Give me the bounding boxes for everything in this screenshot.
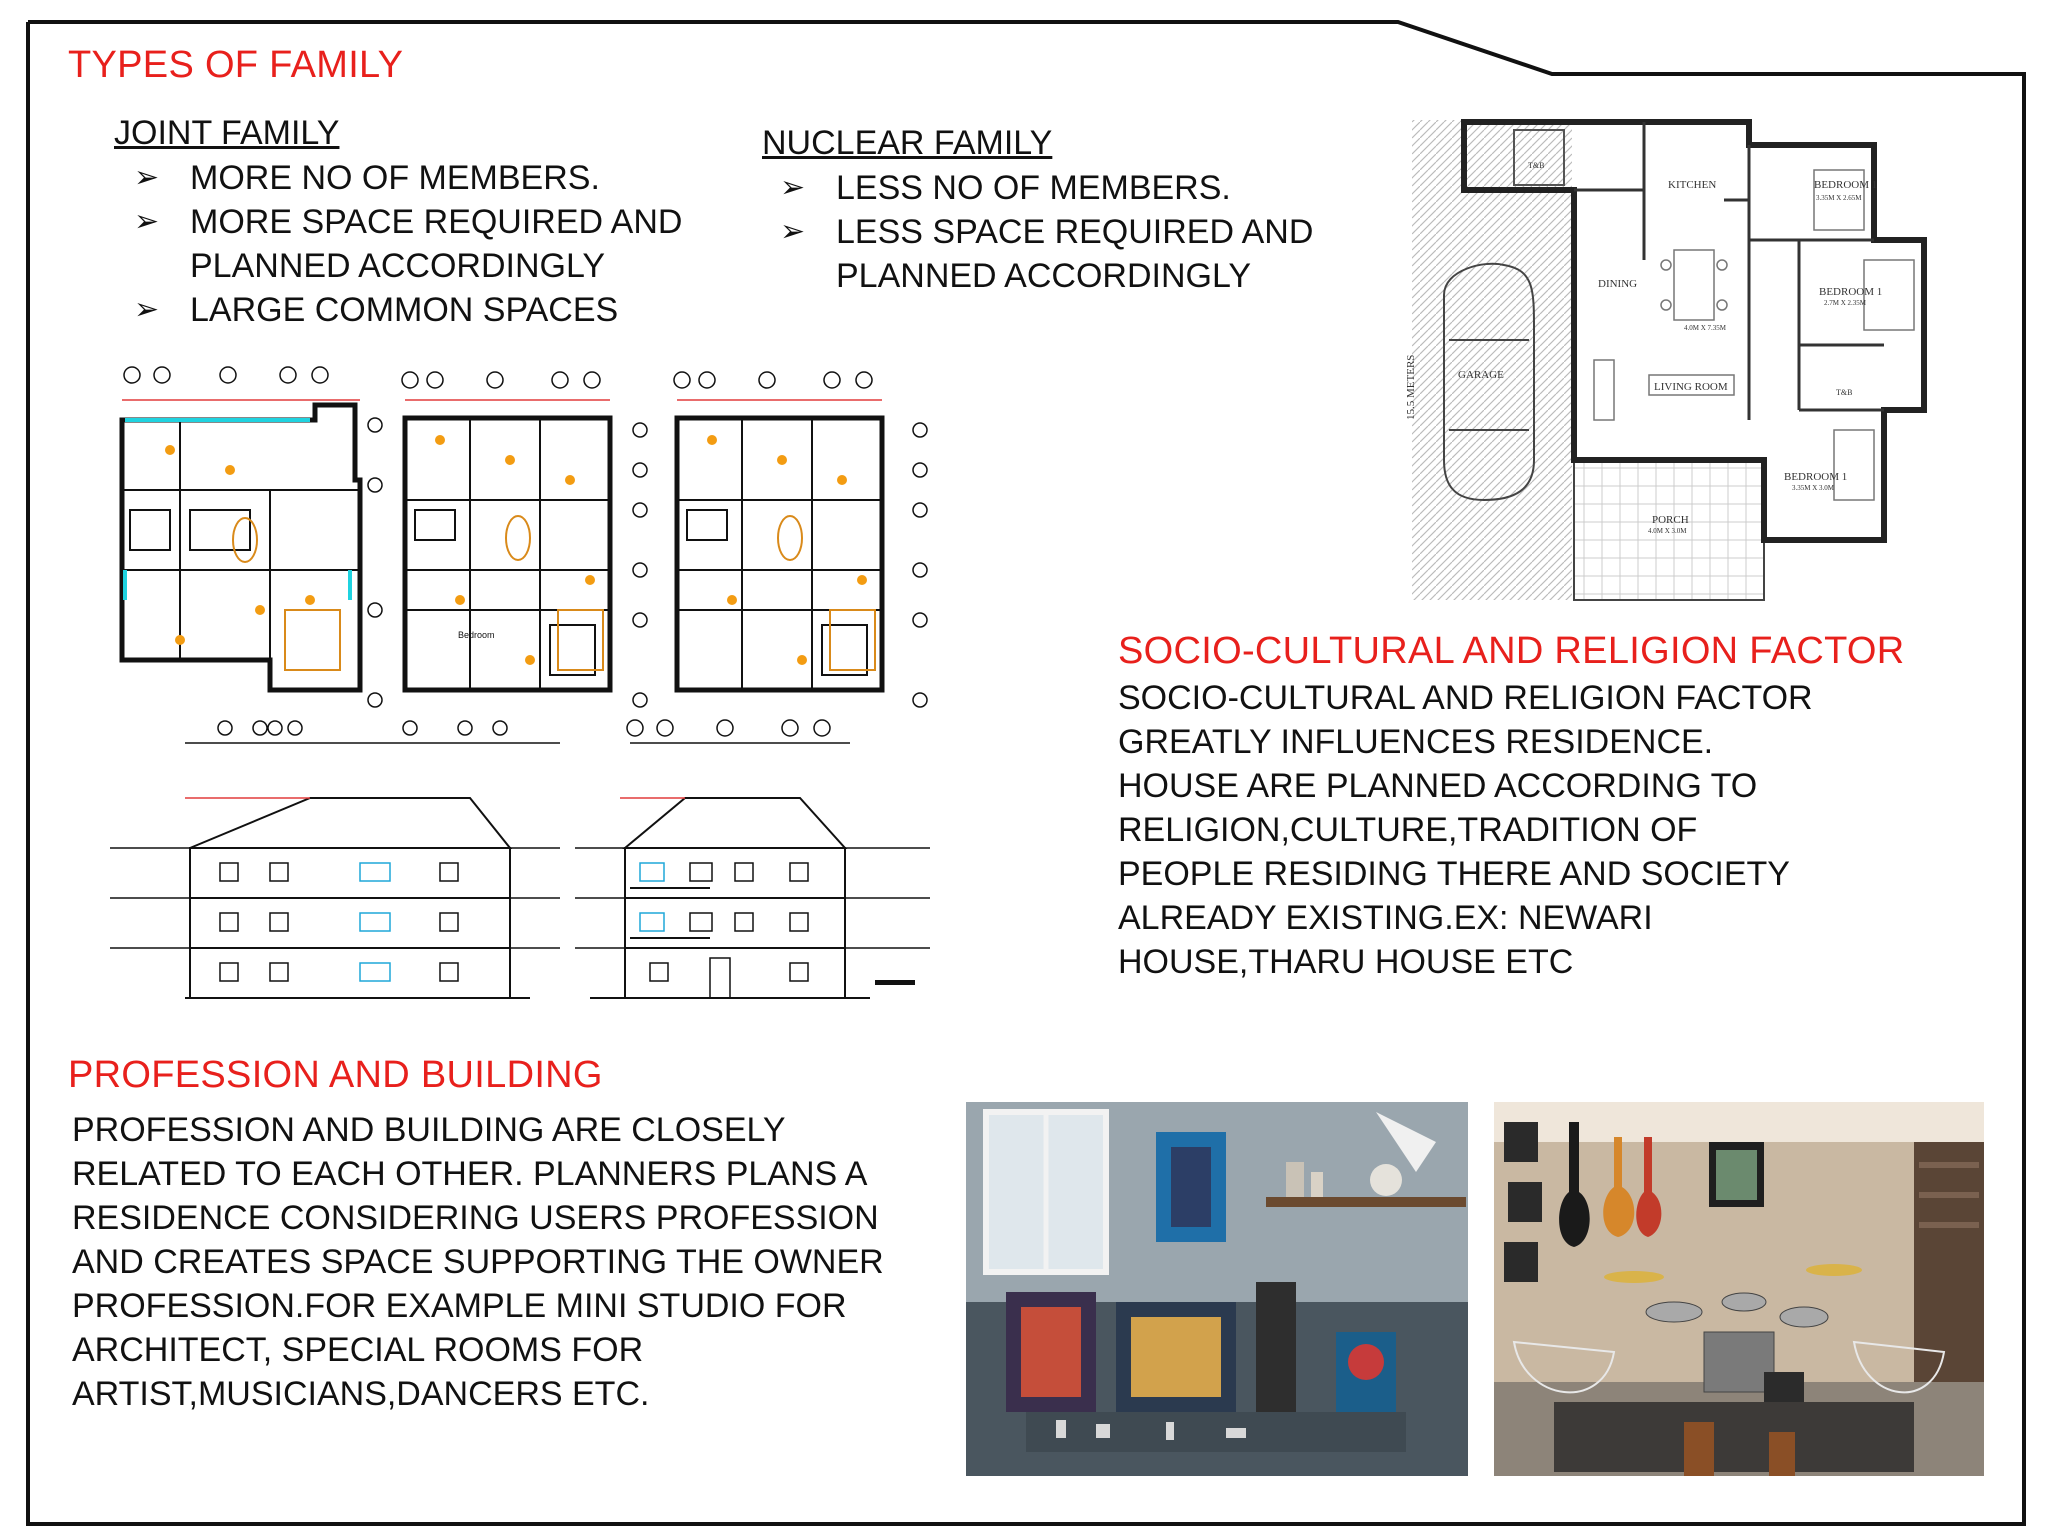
bedroom-label: BEDROOM 1 (1784, 471, 1848, 483)
art-studio-photo (966, 1102, 1468, 1476)
bedroom-label: BEDROOM 1 (1819, 286, 1883, 298)
kitchen-label: KITCHEN (1668, 179, 1717, 191)
porch-dimension: 4.0M X 3.0M (1648, 527, 1687, 535)
list-item: ➢ LESS NO OF MEMBERS. (764, 166, 1404, 210)
arrowhead-bullet-icon: ➢ (780, 171, 806, 204)
width-dimension-label: 15.5 METERS (1405, 354, 1417, 420)
profession-paragraph: PROFESSION AND BUILDING ARE CLOSELY RELATED TO EACH OTHER. PLANNERS PLANS A RESIDENCE CONSIDERING USERS PROFESSION AND CREATES SPACE SUPPORTING THE OWNER PROFESSION.FOR EXAMPLE MINI STUDIO FOR ARCHITECT, SPECIAL ROOMS FOR ARTIST,MUSICIANS,DANCERS ETC. (72, 1111, 884, 1413)
nuclear-family-list (764, 166, 1404, 298)
nuclear-floor-plan-drawing (1404, 90, 1934, 610)
dining-label: DINING (1598, 278, 1638, 290)
bedroom-dimension: 3.35M X 3.0M (1792, 484, 1835, 492)
list-item: ➢ MORE NO OF MEMBERS. (118, 156, 758, 200)
arrowhead-bullet-icon: ➢ (780, 215, 806, 248)
socio-cultural-paragraph: SOCIO-CULTURAL AND RELIGION FACTOR GREATLY INFLUENCES RESIDENCE. HOUSE ARE PLANNED ACCORDING TO RELIGION,CULTURE,TRADITION OF PEOPLE RESIDING THERE AND SOCIETY ALREADY EXISTING.EX: NEWARI HOUSE,THARU HOUSE ETC (1118, 679, 1813, 981)
bedroom-dimension: 2.7M X 2.35M (1824, 299, 1867, 307)
list-item: ➢ LESS SPACE REQUIRED AND PLANNED ACCORDINGLY (764, 210, 1404, 298)
bedroom-dimension: 3.35M X 2.65M (1816, 194, 1862, 202)
bedroom-label: Bedroom (458, 630, 495, 640)
toilet-label: T&B (1528, 161, 1545, 170)
arrowhead-bullet-icon: ➢ (134, 161, 160, 194)
garage-label: GARAGE (1458, 369, 1504, 381)
porch-label: PORCH (1652, 514, 1689, 526)
nuclear-family-heading: NUCLEAR FAMILY (762, 124, 1053, 162)
joint-family-floor-plans (110, 360, 940, 712)
profession-title: PROFESSION AND BUILDING (68, 1054, 603, 1096)
joint-family-list (118, 156, 758, 332)
arrowhead-bullet-icon: ➢ (134, 293, 160, 326)
arrowhead-bullet-icon: ➢ (134, 205, 160, 238)
list-item: ➢ LARGE COMMON SPACES (118, 288, 758, 332)
socio-cultural-title: SOCIO-CULTURAL AND RELIGION FACTOR (1118, 630, 1905, 672)
music-room-photo (1494, 1102, 1984, 1476)
joint-family-elevations (110, 718, 940, 1008)
types-of-family-title: TYPES OF FAMILY (68, 44, 404, 86)
dining-dimension: 4.0M X 7.35M (1684, 324, 1727, 332)
list-item: ➢ MORE SPACE REQUIRED AND PLANNED ACCORDINGLY (118, 200, 758, 288)
living-room-label: LIVING ROOM (1654, 381, 1728, 393)
toilet-label: T&B (1836, 388, 1853, 397)
joint-family-heading: JOINT FAMILY (114, 114, 340, 152)
bedroom-label: BEDROOM 1 (1814, 179, 1878, 191)
